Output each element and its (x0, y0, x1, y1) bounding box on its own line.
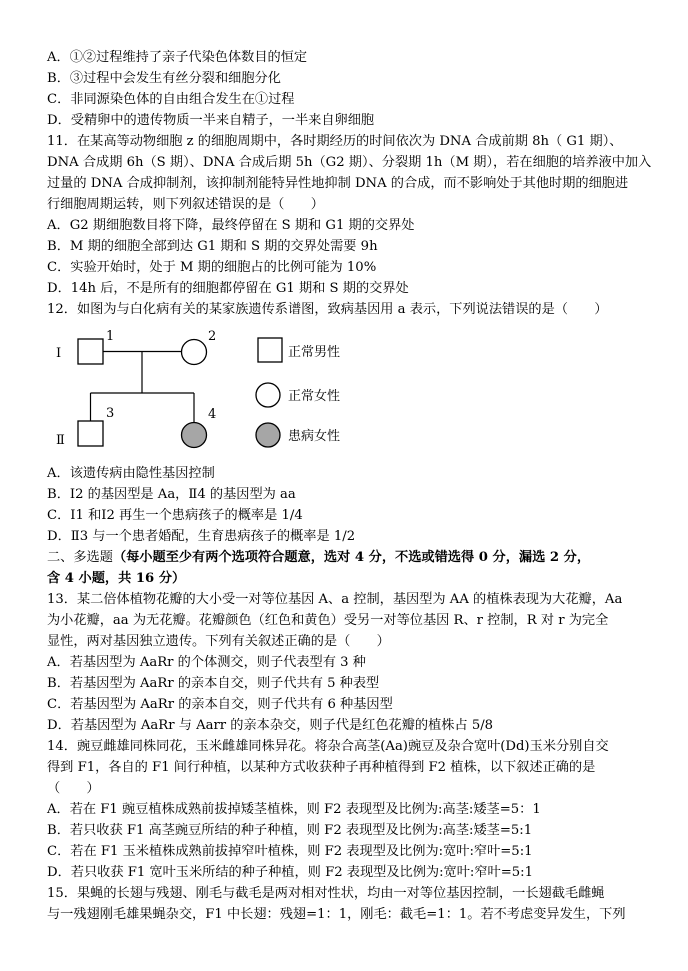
q11-option-d: D．14h 后，不是所有的细胞都停留在 G1 期和 S 期的交界处 (47, 281, 409, 296)
q10-option-b: B．③过程中会发生有丝分裂和细胞分化 (47, 71, 281, 86)
individual-3-number: 3 (106, 406, 115, 421)
q14-stem-line-2: 得到 F1，各自的 F1 间行种植，以某种方式收获种子再种植得到 F2 植株，以下叙述正确的是 (47, 760, 596, 775)
q13-option-d: D．若基因型为 AaRr 与 Aarr 的亲本杂交，则子代是红色花瓣的植株占 5/8 (47, 718, 494, 733)
legend-female-label: 正常女性 (288, 389, 341, 404)
q11-stem-line-2: DNA 合成期 6h（S 期）、DNA 合成后期 5h（G2 期）、分裂期 1h（M 期），若在细胞的培养液中加入 (47, 155, 652, 170)
q14-option-c: C．若在 F1 玉米植株成熟前拔掉窄叶植株，则 F2 表现型及比例为:宽叶:窄叶=5:1 (47, 844, 533, 859)
legend-male-symbol (258, 338, 282, 362)
q12-option-a: A．该遗传病由隐性基因控制 (47, 466, 215, 481)
individual-1-male (78, 339, 103, 364)
q13-stem-line-3: 显性，两对基因独立遗传。下列有关叙述正确的是（ ） (47, 634, 390, 649)
q12-option-d: D．Ⅱ3 与一个患者婚配，生育患病孩子的概率是 1/2 (47, 529, 356, 544)
section-header (47, 548, 590, 568)
q11-stem-line-3: 过量的 DNA 合成抑制剂，该抑制剂能特异性地抑制 DNA 的合成，而不影响处于其他时期的细胞进 (47, 176, 629, 191)
q12-option-b: B．Ⅰ2 的基因型是 Aa，Ⅱ4 的基因型为 aa (47, 487, 296, 502)
q15-stem-line-1: 15．果蝇的长翅与残翅、刚毛与截毛是两对相对性状，均由一对等位基因控制，一长翅截毛雌蝇 (47, 886, 605, 901)
section-title: 二、多选题 (47, 550, 113, 565)
q10-option-d: D．受精卵中的遗传物质一半来自精子，一半来自卵细胞 (47, 113, 375, 128)
q11-option-b: B．M 期的细胞全部到达 G1 期和 S 期的交界处需要 9h (47, 239, 378, 254)
q14-option-d: D．若只收获 F1 宽叶玉米所结的种子种植，则 F2 表现型及比例为:宽叶:窄叶=5:1 (47, 865, 534, 880)
generation-label-2: Ⅱ (56, 433, 65, 448)
q11-option-a: A．G2 期细胞数目将下降，最终停留在 S 期和 G1 期的交界处 (47, 218, 415, 233)
q13-stem-line-1: 13．某二倍体植物花瓣的大小受一对等位基因 A、a 控制，基因型为 AA 的植株表现为大花瓣，Aa (47, 592, 623, 607)
q11-stem-line-4: 行细胞周期运转，则下列叙述错误的是（ ） (47, 197, 324, 212)
q10-option-c: C．非同源染色体的自由组合发生在①过程 (47, 92, 295, 107)
q12-stem: 12．如图为与白化病有关的某家族遗传系谱图，致病基因用 a 表示，下列说法错误的是（ ） (47, 302, 608, 317)
q14-option-a: A．若在 F1 豌豆植株成熟前拔掉矮茎植株，则 F2 表现型及比例为:高茎:矮茎=5：1 (47, 802, 541, 817)
section-header-line-2 (47, 569, 185, 589)
q13-option-a: A．若基因型为 AaRr 的个体测交，则子代表型有 3 种 (47, 655, 366, 670)
individual-4-affected-female (182, 423, 207, 448)
q11-option-c: C．实验开始时，处于 M 期的细胞占的比例可能为 10% (47, 260, 377, 275)
legend-male-label: 正常男性 (288, 345, 341, 360)
legend-female-symbol (256, 383, 280, 407)
q13-stem-line-2: 为小花瓣，aa 为无花瓣。花瓣颜色（红色和黄色）受另一对等位基因 R、r 控制，R 对 r 为完全 (47, 613, 609, 628)
individual-2-number: 2 (208, 329, 217, 344)
individual-4-number: 4 (208, 407, 217, 422)
section-note-2: 含 4 小题，共 16 分） (47, 571, 186, 586)
q12-option-c: C．Ⅰ1 和Ⅰ2 再生一个患病孩子的概率是 1/4 (47, 508, 303, 523)
q14-stem-line-3: （ ） (47, 781, 100, 796)
q11-stem-line-1: 11．在某高等动物细胞 z 的细胞周期中，各时期经历的时间依次为 DNA 合成前期 8h（ G1 期）、 (47, 134, 623, 149)
q13-option-b: B．若基因型为 AaRr 的亲本自交，则子代共有 5 种表型 (47, 676, 380, 691)
individual-1-number: 1 (106, 329, 115, 344)
legend-affected-symbol (256, 423, 280, 447)
individual-2-female (182, 340, 207, 365)
q15-stem-line-2: 与一残翅刚毛雄果蝇杂交，F1 中长翅：残翅=1：1，刚毛：截毛=1：1。若不考虑变异发生，下列 (47, 907, 626, 922)
q14-stem-line-1: 14．豌豆雌雄同株同花，玉米雌雄同株异花。将杂合高茎(Aa)豌豆及杂合宽叶(Dd)玉米分别自交 (47, 739, 609, 754)
generation-label-1: Ⅰ (56, 346, 62, 361)
legend-affected-label: 患病女性 (288, 429, 341, 444)
pedigree-chart (56, 322, 356, 457)
q14-option-b: B．若只收获 F1 高茎豌豆所结的种子种植，则 F2 表现型及比例为:高茎:矮茎=5:1 (47, 823, 533, 838)
individual-3-male (78, 421, 103, 446)
q13-option-c: C．若基因型为 AaRr 的亲本自交，则子代共有 6 种基因型 (47, 697, 393, 712)
section-note: （每小题至少有两个选项符合题意，选对 4 分，不选或错选得 0 分，漏选 2 分， (112, 550, 591, 565)
q10-option-a: A．①②过程维持了亲子代染色体数目的恒定 (47, 50, 308, 65)
